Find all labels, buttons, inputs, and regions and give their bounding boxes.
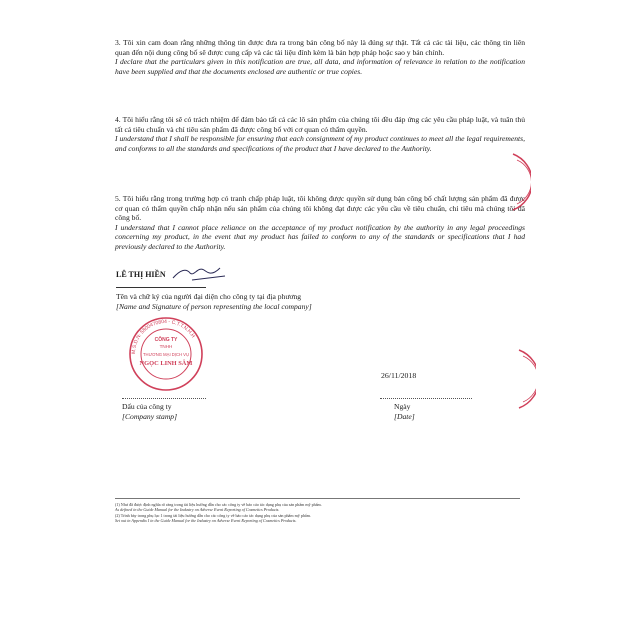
declaration-4-vi: 4. Tôi hiểu rằng tôi sẽ có trách nhiệm để đảm bảo tất cả các lô sản phẩm của chúng tôi đều đáp ứng các yêu cầu pháp luật, và tuân thủ tất cả tiêu chuẩn và chỉ tiêu sản phẩm đã được công bố với cơ quan có thẩm quyền.	[115, 115, 525, 134]
declaration-3	[115, 38, 525, 76]
footnote-1-vi: (1) Như đã được định nghĩa rõ ràng trong tài liệu hướng dẫn cho các công ty về báo cáo tác dụng phụ của sản phẩm mỹ phẩm.	[115, 502, 322, 507]
footnote-2-en: Set out in Appendix I in the Guide Manual for the Industry on Adverse Event Reporting of Cosmetics Products.	[115, 518, 297, 524]
footnote-rule	[115, 498, 520, 499]
representative-en: [Name and Signature of person representing the local company]	[116, 301, 312, 311]
declaration-4-en: I understand that I shall be responsible for ensuring that each consignment of my product continues to meet all the legal requirements, and conforms to all the standards and specifications of the product that I have declared to the Authority.	[115, 134, 525, 153]
declaration-5-en: I understand that I cannot place reliance on the acceptance of my product notification by the authority in any legal proceedings concerning my product, in the event that my product has failed to conform to any of the standards or specifications that I had previously declared to the Authority.	[115, 222, 525, 251]
edge-seal-top	[509, 152, 531, 212]
date-caption	[394, 402, 415, 421]
handwritten-signature	[170, 262, 230, 284]
edge-seal-bottom	[516, 348, 536, 410]
footnote-1-en: As defined in the Guide Manual for the Industry on Adverse Event Reporting of Cosmetics Products.	[115, 507, 280, 513]
declaration-5-vi: 5. Tôi hiểu rằng trong trường hợp có tranh chấp pháp luật, tôi không được quyền sử dụng bản công bố chất lượng sản phẩm đã được cơ quan có thẩm quyền chấp nhận nếu sản phẩm của chúng tôi không đạt được các yêu cầu về tiêu chuẩn, chỉ tiêu mà chúng tôi đã công bố.	[115, 194, 525, 223]
signature-line	[116, 287, 206, 288]
representative-caption	[116, 292, 312, 311]
stamp-line1: CÔNG TY	[154, 337, 178, 343]
date-line	[380, 398, 472, 399]
declaration-3-vi: 3. Tôi xin cam đoan rằng những thông tin được đưa ra trong bản công bố này là đúng sự thật. Tất cả các tài liệu, các thông tin liên quan đến nội dung công bố sẽ được cung cấp và các tài liệu đính kèm là bản hợp pháp hoặc sao y bản chính.	[115, 38, 525, 57]
stamp-line2: TNHH	[159, 344, 173, 349]
declaration-4	[115, 115, 525, 153]
stamp-caption	[122, 402, 177, 421]
date-caption-en: [Date]	[394, 411, 415, 421]
company-stamp	[128, 316, 204, 392]
signer-name: LÊ THỊ HIỀN	[116, 270, 166, 279]
footnotes	[115, 502, 515, 524]
date-value: 26/11/2018	[381, 371, 417, 380]
date-caption-vi: Ngày	[394, 402, 411, 411]
stamp-line4: NGỌC LINH SÂM	[139, 360, 193, 367]
representative-vi: Tên và chữ ký của người đại diện cho công ty tại địa phương	[116, 292, 302, 301]
stamp-line3: THƯƠNG MẠI DỊCH VỤ	[142, 352, 190, 357]
stamp-ring-text: M.S.D.N: 5800470804 - C.T.T.N.H.H	[130, 318, 196, 355]
stamp-line	[122, 398, 206, 399]
footnote-2-vi: (2) Trình bày trong phụ lục 1 trong tài liệu hướng dẫn cho các công ty về báo cáo tác dụng phụ của sản phẩm mỹ phẩm.	[115, 512, 311, 518]
declaration-5	[115, 194, 525, 252]
declaration-3-en: I declare that the particulars given in this notification are true, all data, and information of relevance in relation to the notification have been supplied and that the documents enclosed are authentic or true copies.	[115, 57, 525, 76]
stamp-caption-en: [Company stamp]	[122, 411, 178, 421]
stamp-caption-vi: Dấu của công ty	[122, 402, 172, 411]
